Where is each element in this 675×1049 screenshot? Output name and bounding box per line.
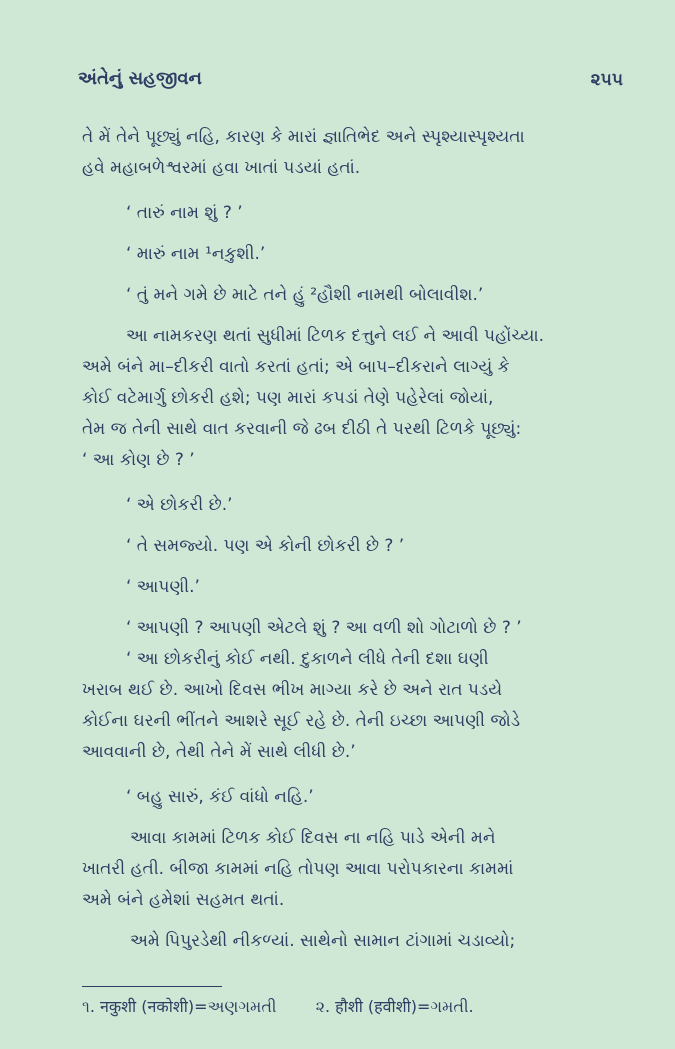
text-line: ‘ આ છોકરીનું કોઈ નથી. દુકાળને લીધે તેની દશા ઘણી: [126, 649, 489, 669]
text-line: ‘ આ કોણ છે ? ’: [82, 450, 195, 470]
dialogue-line: ‘ બહુ સારું, કંઈ વાંધો નહિ.’: [126, 787, 314, 807]
footnote-1: ૧. नकुशी (नकोशी)=અણગમતી: [82, 997, 277, 1016]
page-header: [78, 68, 623, 98]
dialogue-line: ‘ આપણી ? આપણી એટલે શું ? આ વળી શો ગોટાળો છે ? ’: [126, 618, 522, 638]
dialogue-line: ‘ મારું નામ ¹નકુશી.’: [126, 244, 266, 264]
page-number: ૨૫૫: [590, 70, 623, 90]
text-line: અમે બંને મા–દીકરી વાતો કરતાં હતાં; એ બાપ–દીકરાને લાગ્યું કે: [82, 357, 510, 377]
text-line: હવે મહાબળેશ્વરમાં હવા ખાતાં પડયાં હતાં.: [82, 158, 361, 178]
text-line: તેમ જ તેની સાથે વાત કરવાની જે ઢબ દીઠી તે પરથી ટિળકે પૂછ્યું:: [82, 419, 522, 439]
text-line: આ નામકરણ થતાં સુધીમાં ટિળક દત્તુને લઈ ને આવી પહોંચ્યા.: [126, 326, 545, 346]
dialogue-line: ‘ તારું નામ શું ? ’: [126, 203, 243, 223]
text-line: કોઈના ઘરની ભીંતને આશરે સૂઈ રહે છે. તેની ઇચ્છા આપણી જોડે: [82, 711, 521, 731]
dialogue-line: ‘ તું મને ગમે છે માટે તને હું ²હૌશી નામથી બોલાવીશ.’: [126, 285, 484, 305]
text-line: કોઈ વટેમાર્ગુ છોકરી હશે; પણ મારાં કપડાં તેણે પહેરેલાં જોયાં,: [82, 388, 494, 408]
footnote-rule: [82, 986, 222, 987]
text-line: આવા કામમાં ટિળક કોઈ દિવસ ના નહિ પાડે એની મને: [130, 828, 496, 848]
text-line: અમે પિપુરડેથી નીકળ્યાં. સાથેનો સામાન ટાંગામાં ચડાવ્યો;: [130, 931, 516, 951]
footnotes: [82, 994, 629, 1020]
text-line: તે મેં તેને પૂછ્યું નહિ, કારણ કે મારાં જ્ઞાતિભેદ અને સ્પૃશ્યાસ્પૃશ્યતા: [82, 127, 525, 147]
dialogue-line: ‘ એ છોકરી છે.’: [126, 495, 233, 515]
text-line: અમે બંને હમેશાં સહમત થતાં.: [82, 890, 285, 910]
dialogue-line: ‘ આપણી.’: [126, 577, 200, 597]
running-title: અંતેનું સહજીવન: [78, 68, 202, 89]
text-line: ખાતરી હતી. બીજા કામમાં નહિ તોપણ આવા પરોપકારના કામમાં: [82, 859, 514, 879]
body-text: [82, 122, 629, 957]
text-line: ખરાબ થઈ છે. આખો દિવસ ભીખ માગ્યા કરે છે અને રાત પડયે: [82, 680, 503, 700]
text-line: આવવાની છે, તેથી તેને મેં સાથે લીધી છે.’: [82, 742, 356, 762]
footnote-2: ૨. हौशी (हवीशी)=ગમતી.: [315, 997, 474, 1016]
dialogue-line: ‘ તે સમજ્યો. પણ એ કોની છોકરી છે ? ’: [126, 536, 405, 556]
